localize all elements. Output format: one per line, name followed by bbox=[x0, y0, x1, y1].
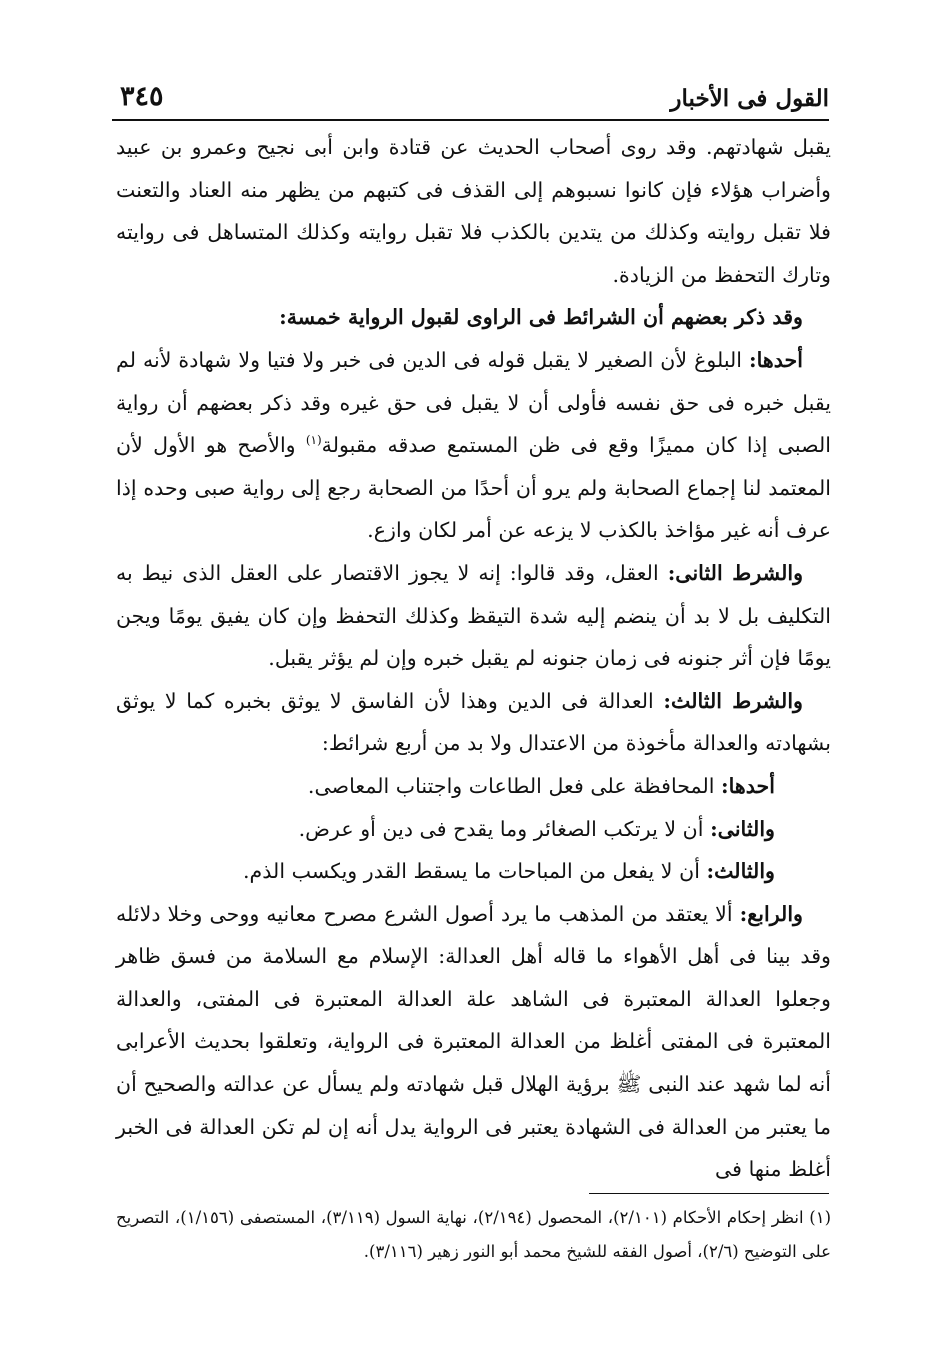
paragraph-lead: أحدها: bbox=[749, 347, 803, 372]
page-header bbox=[120, 56, 829, 112]
paragraph-text: ألا يعتقد من المذهب ما يرد أصول الشرع مصرح معانيه ووحى وخلا دلائله وقد بينا فى أهل الأهواء ما قاله أهل العدالة: الإسلام مع السلامة من فسق ظاهر وجعلوا العدالة المعتبرة فى الشاهد علة العدالة المعتبرة فى المفتى، والعدالة المعتبرة فى المفتى أغلظ من العدالة المعتبرة فى الرواية، وتعلقوا بحديث الأعرابى أنه لما شهد عند النبى ﷺ برؤية الهلال قبل شهادته ولم يسأل عن عدالته والصحيح أن ما يعتبر من العدالة فى الشهادة يعتبر فى الرواية يدل أنه إن لم تكن العدالة فى الخبر أغلظ منها فى bbox=[116, 901, 831, 1182]
paragraph-text: البلوغ لأن الصغير لا يقبل قوله فى الدين فى خبر ولا فتيا ولا شهادة لأنه لم يقبل خبره فى حق نفسه فأولى أن لا يقبل فى حق غيره وقد ذكر بعضهم أن رواية الصبى إذا كان مميزًا وقع فى ظن المستمع صدقه مقبولة bbox=[116, 347, 831, 458]
paragraph-lead: والرابع: bbox=[739, 901, 803, 926]
footnote-marker: (١) bbox=[305, 433, 322, 448]
footnotes bbox=[116, 1201, 831, 1269]
paragraph-lead: والشرط الثانى: bbox=[667, 560, 804, 585]
list-item bbox=[116, 850, 831, 893]
list-item bbox=[116, 808, 831, 851]
paragraph-text: والأصح هو الأول لأن المعتمد لنا إجماع الصحابة ولم يرو أن أحدًا من الصحابة رجع إلى رواية صبى وحده إذا عرف أنه غير مؤاخذ بالكذب لا يزعه عن أمر لكان وازع. bbox=[116, 433, 831, 543]
paragraph-text: العدالة فى الدين وهذا لأن الفاسق لا يوثق بخبره كما لا يوثق بشهادته والعدالة مأخوذة من الاعتدال ولا بد من أربع شرائط: bbox=[116, 688, 831, 756]
paragraph-text: العقل، وقد قالوا: إنه لا يجوز الاقتصار على العقل الذى نيط به التكليف بل لا بد أن ينضم إليه شدة التيقظ وكذلك التحفظ وإن كان يفيق يومًا ويجن يومًا فإن أثر جنونه فى زمان جنونه لم يقبل خبره وإن لم يؤثر يقبل. bbox=[116, 560, 831, 671]
paragraph-lead: والثانى: bbox=[710, 816, 775, 841]
paragraph-text: أن لا يرتكب الصغائر وما يقدح فى دين أو عرض. bbox=[298, 816, 711, 841]
paragraph bbox=[116, 339, 831, 552]
page-number: ٣٤٥ bbox=[120, 81, 164, 112]
footnote: (١) انظر إحكام الأحكام (٢/١٠١)، المحصول (٢/١٩٤)، نهاية السول (٣/١١٩)، المستصفى (١/١٥٦)، التصريح على التوضيح (٢/٦)، أصول الفقه للشيخ محمد أبو النور زهير (٣/١١٦). bbox=[116, 1208, 831, 1261]
list-item bbox=[116, 893, 831, 1191]
paragraph-lead: والشرط الثالث: bbox=[663, 688, 803, 713]
paragraph-text: المحافظة على فعل الطاعات واجتناب المعاصى. bbox=[307, 773, 721, 798]
main-text bbox=[116, 126, 831, 1191]
paragraph: يقبل شهادتهم. وقد روى أصحاب الحديث عن قتادة وابن أبى نجيح وعمرو بن عبيد وأضراب هؤلاء فإن كانوا نسبوهم إلى القذف فى كتبهم من يظهر منه العناد والتعنت فلا تقبل روايته وكذلك من يتدين بالكذب فلا تقبل روايته وكذلك المتساهل فى روايته وتارك التحفظ من الزيادة. bbox=[116, 135, 831, 287]
paragraph-lead: أحدها: bbox=[721, 773, 775, 798]
header-divider bbox=[112, 119, 829, 121]
footnote-divider bbox=[589, 1193, 829, 1194]
running-title: القول فى الأخبار bbox=[670, 85, 829, 112]
paragraph bbox=[116, 552, 831, 680]
paragraph-heading: وقد ذكر بعضهم أن الشرائط فى الراوى لقبول الرواية خمسة: bbox=[279, 305, 803, 330]
paragraph bbox=[116, 680, 831, 765]
paragraph-lead: والثالث: bbox=[706, 859, 775, 884]
paragraph-text: أن لا يفعل من المباحات ما يسقط القدر ويكسب الذم. bbox=[242, 859, 707, 884]
list-item bbox=[116, 765, 831, 808]
